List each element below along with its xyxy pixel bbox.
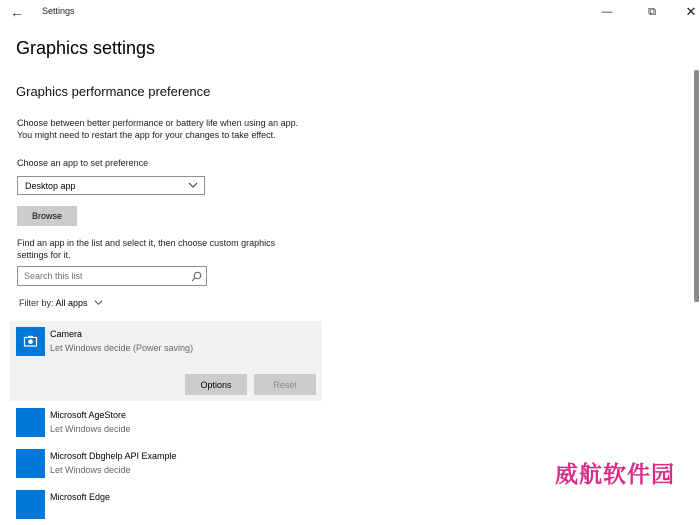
app-preference: Let Windows decide (Power saving) (50, 343, 194, 353)
title-bar (0, 0, 700, 24)
window-title: Settings (42, 6, 75, 16)
description (17, 117, 347, 141)
restore-button[interactable]: ⧉ (648, 6, 656, 18)
camera-icon (16, 327, 45, 356)
section-title: Graphics performance preference (16, 84, 211, 99)
search-icon[interactable] (191, 271, 202, 282)
app-type-label: Choose an app to set preference (17, 158, 149, 168)
chevron-down-icon (94, 298, 103, 307)
chevron-down-icon (188, 180, 198, 190)
minimize-button[interactable]: — (601, 6, 613, 18)
app-name: Microsoft Edge (50, 492, 111, 502)
app-name: Microsoft AgeStore (50, 410, 127, 420)
page-title: Graphics settings (16, 38, 156, 58)
camera-glyph-icon (16, 327, 45, 356)
app-preference: Let Windows decide (50, 465, 131, 475)
filter-dropdown[interactable] (19, 298, 103, 308)
search-box[interactable] (17, 266, 207, 286)
app-type-selected: Desktop app (25, 181, 76, 191)
scrollbar-thumb[interactable] (694, 70, 699, 302)
app-name: Microsoft Dbghelp API Example (50, 451, 177, 461)
app-list-item[interactable] (10, 405, 322, 443)
filter-label: Filter by: (19, 298, 54, 308)
app-tile-icon (16, 449, 45, 478)
filter-value: All apps (55, 298, 88, 308)
reset-button[interactable]: Reset (254, 374, 316, 395)
app-list-item[interactable] (10, 487, 322, 525)
app-preference: Let Windows decide (50, 424, 131, 434)
back-arrow-icon[interactable]: ← (10, 4, 24, 20)
app-list-item[interactable] (10, 446, 322, 484)
search-input[interactable] (18, 267, 184, 285)
find-instructions-line-1: Find an app in the list and select it, then choose custom graphics (17, 238, 276, 248)
close-button[interactable]: ✕ (685, 4, 697, 19)
app-tile-icon (16, 408, 45, 437)
browse-button[interactable]: Browse (17, 206, 77, 226)
app-name: Camera (50, 329, 83, 339)
app-list-item-camera[interactable] (10, 321, 322, 401)
watermark-logo: 威航软件园 (555, 462, 675, 488)
app-type-dropdown[interactable] (17, 176, 205, 195)
description-line-2: You might need to restart the app for your changes to take effect. (17, 130, 276, 140)
description-line-1: Choose between better performance or battery life when using an app. (17, 118, 299, 128)
app-tile-icon (16, 490, 45, 519)
find-instructions (17, 237, 317, 261)
options-button[interactable]: Options (185, 374, 247, 395)
find-instructions-line-2: settings for it. (17, 250, 71, 260)
